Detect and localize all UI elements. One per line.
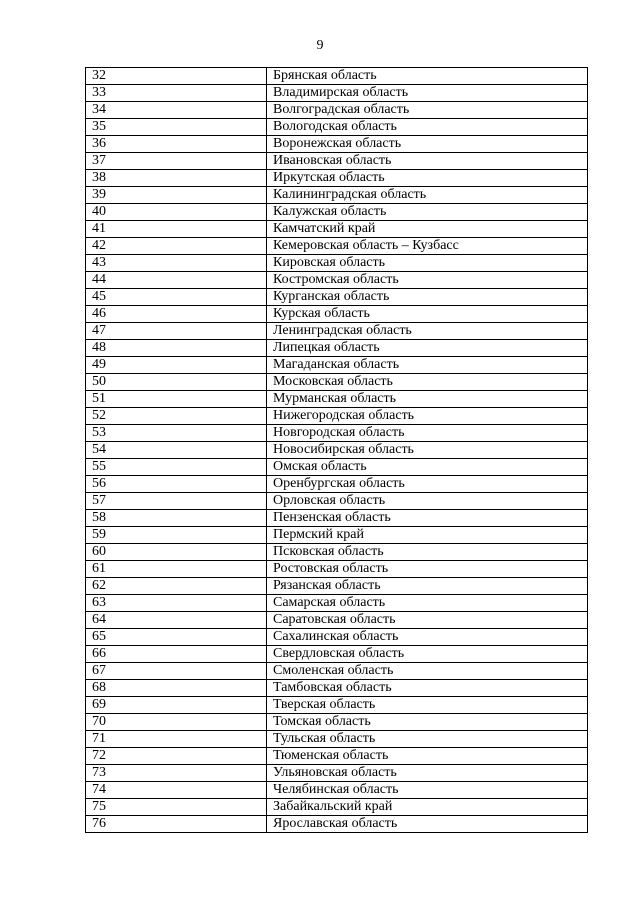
row-number-cell: 33 xyxy=(86,85,267,102)
table-row xyxy=(86,153,588,170)
region-name-cell: Курская область xyxy=(267,306,588,323)
row-number-cell: 70 xyxy=(86,714,267,731)
table-row xyxy=(86,782,588,799)
region-name-cell: Челябинская область xyxy=(267,782,588,799)
table-row xyxy=(86,221,588,238)
region-name-cell: Тверская область xyxy=(267,697,588,714)
table-row xyxy=(86,527,588,544)
region-name-cell: Курганская область xyxy=(267,289,588,306)
table-row xyxy=(86,425,588,442)
row-number-cell: 59 xyxy=(86,527,267,544)
row-number-cell: 46 xyxy=(86,306,267,323)
region-name-cell: Рязанская область xyxy=(267,578,588,595)
region-name-cell: Ульяновская область xyxy=(267,765,588,782)
table-row xyxy=(86,748,588,765)
region-name-cell: Орловская область xyxy=(267,493,588,510)
row-number-cell: 61 xyxy=(86,561,267,578)
region-name-cell: Воронежская область xyxy=(267,136,588,153)
region-name-cell: Пензенская область xyxy=(267,510,588,527)
row-number-cell: 58 xyxy=(86,510,267,527)
table-row xyxy=(86,561,588,578)
row-number-cell: 40 xyxy=(86,204,267,221)
table-row xyxy=(86,306,588,323)
region-name-cell: Пермский край xyxy=(267,527,588,544)
table-row xyxy=(86,340,588,357)
row-number-cell: 42 xyxy=(86,238,267,255)
row-number-cell: 67 xyxy=(86,663,267,680)
region-name-cell: Ленинградская область xyxy=(267,323,588,340)
region-name-cell: Ярославская область xyxy=(267,816,588,833)
table-row xyxy=(86,595,588,612)
page-number: 9 xyxy=(316,38,324,53)
table-row xyxy=(86,408,588,425)
table-row xyxy=(86,731,588,748)
region-name-cell: Волгоградская область xyxy=(267,102,588,119)
region-name-cell: Свердловская область xyxy=(267,646,588,663)
region-name-cell: Смоленская область xyxy=(267,663,588,680)
row-number-cell: 48 xyxy=(86,340,267,357)
table-row xyxy=(86,799,588,816)
table-row xyxy=(86,119,588,136)
row-number-cell: 37 xyxy=(86,153,267,170)
row-number-cell: 39 xyxy=(86,187,267,204)
table-row xyxy=(86,187,588,204)
row-number-cell: 73 xyxy=(86,765,267,782)
row-number-cell: 38 xyxy=(86,170,267,187)
region-name-cell: Калужская область xyxy=(267,204,588,221)
region-name-cell: Ростовская область xyxy=(267,561,588,578)
table-row xyxy=(86,459,588,476)
row-number-cell: 43 xyxy=(86,255,267,272)
region-name-cell: Магаданская область xyxy=(267,357,588,374)
row-number-cell: 72 xyxy=(86,748,267,765)
table-row xyxy=(86,391,588,408)
row-number-cell: 60 xyxy=(86,544,267,561)
row-number-cell: 68 xyxy=(86,680,267,697)
row-number-cell: 57 xyxy=(86,493,267,510)
table-row xyxy=(86,255,588,272)
row-number-cell: 36 xyxy=(86,136,267,153)
table-row xyxy=(86,663,588,680)
region-name-cell: Тамбовская область xyxy=(267,680,588,697)
region-name-cell: Самарская область xyxy=(267,595,588,612)
region-name-cell: Новгородская область xyxy=(267,425,588,442)
row-number-cell: 76 xyxy=(86,816,267,833)
region-name-cell: Псковская область xyxy=(267,544,588,561)
table-row xyxy=(86,510,588,527)
table-row xyxy=(86,68,588,85)
regions-table-body xyxy=(86,68,588,833)
region-name-cell: Липецкая область xyxy=(267,340,588,357)
row-number-cell: 65 xyxy=(86,629,267,646)
table-row xyxy=(86,289,588,306)
table-row xyxy=(86,374,588,391)
table-row xyxy=(86,629,588,646)
region-name-cell: Томская область xyxy=(267,714,588,731)
row-number-cell: 47 xyxy=(86,323,267,340)
row-number-cell: 56 xyxy=(86,476,267,493)
region-name-cell: Костромская область xyxy=(267,272,588,289)
table-row xyxy=(86,765,588,782)
row-number-cell: 35 xyxy=(86,119,267,136)
row-number-cell: 64 xyxy=(86,612,267,629)
table-row xyxy=(86,102,588,119)
table-row xyxy=(86,357,588,374)
row-number-cell: 52 xyxy=(86,408,267,425)
region-name-cell: Оренбургская область xyxy=(267,476,588,493)
region-name-cell: Сахалинская область xyxy=(267,629,588,646)
row-number-cell: 55 xyxy=(86,459,267,476)
row-number-cell: 51 xyxy=(86,391,267,408)
region-name-cell: Новосибирская область xyxy=(267,442,588,459)
region-name-cell: Мурманская область xyxy=(267,391,588,408)
region-name-cell: Тульская область xyxy=(267,731,588,748)
region-name-cell: Калининградская область xyxy=(267,187,588,204)
region-name-cell: Нижегородская область xyxy=(267,408,588,425)
row-number-cell: 49 xyxy=(86,357,267,374)
row-number-cell: 66 xyxy=(86,646,267,663)
row-number-cell: 53 xyxy=(86,425,267,442)
table-row xyxy=(86,323,588,340)
region-name-cell: Кемеровская область – Кузбасс xyxy=(267,238,588,255)
region-name-cell: Московская область xyxy=(267,374,588,391)
table-row xyxy=(86,170,588,187)
table-row xyxy=(86,816,588,833)
table-row xyxy=(86,646,588,663)
row-number-cell: 75 xyxy=(86,799,267,816)
region-name-cell: Саратовская область xyxy=(267,612,588,629)
row-number-cell: 69 xyxy=(86,697,267,714)
region-name-cell: Владимирская область xyxy=(267,85,588,102)
table-row xyxy=(86,680,588,697)
table-row xyxy=(86,238,588,255)
table-row xyxy=(86,612,588,629)
table-row xyxy=(86,204,588,221)
table-row xyxy=(86,544,588,561)
row-number-cell: 32 xyxy=(86,68,267,85)
region-name-cell: Вологодская область xyxy=(267,119,588,136)
table-row xyxy=(86,442,588,459)
region-name-cell: Камчатский край xyxy=(267,221,588,238)
row-number-cell: 74 xyxy=(86,782,267,799)
region-name-cell: Ивановская область xyxy=(267,153,588,170)
row-number-cell: 34 xyxy=(86,102,267,119)
table-row xyxy=(86,136,588,153)
row-number-cell: 54 xyxy=(86,442,267,459)
region-name-cell: Кировская область xyxy=(267,255,588,272)
region-name-cell: Забайкальский край xyxy=(267,799,588,816)
region-name-cell: Иркутская область xyxy=(267,170,588,187)
regions-table xyxy=(85,67,588,833)
row-number-cell: 44 xyxy=(86,272,267,289)
region-name-cell: Омская область xyxy=(267,459,588,476)
row-number-cell: 71 xyxy=(86,731,267,748)
row-number-cell: 41 xyxy=(86,221,267,238)
region-name-cell: Брянская область xyxy=(267,68,588,85)
table-row xyxy=(86,272,588,289)
row-number-cell: 50 xyxy=(86,374,267,391)
row-number-cell: 45 xyxy=(86,289,267,306)
region-name-cell: Тюменская область xyxy=(267,748,588,765)
table-row xyxy=(86,697,588,714)
row-number-cell: 63 xyxy=(86,595,267,612)
table-row xyxy=(86,85,588,102)
table-row xyxy=(86,578,588,595)
table-row xyxy=(86,714,588,731)
table-row xyxy=(86,493,588,510)
row-number-cell: 62 xyxy=(86,578,267,595)
table-row xyxy=(86,476,588,493)
